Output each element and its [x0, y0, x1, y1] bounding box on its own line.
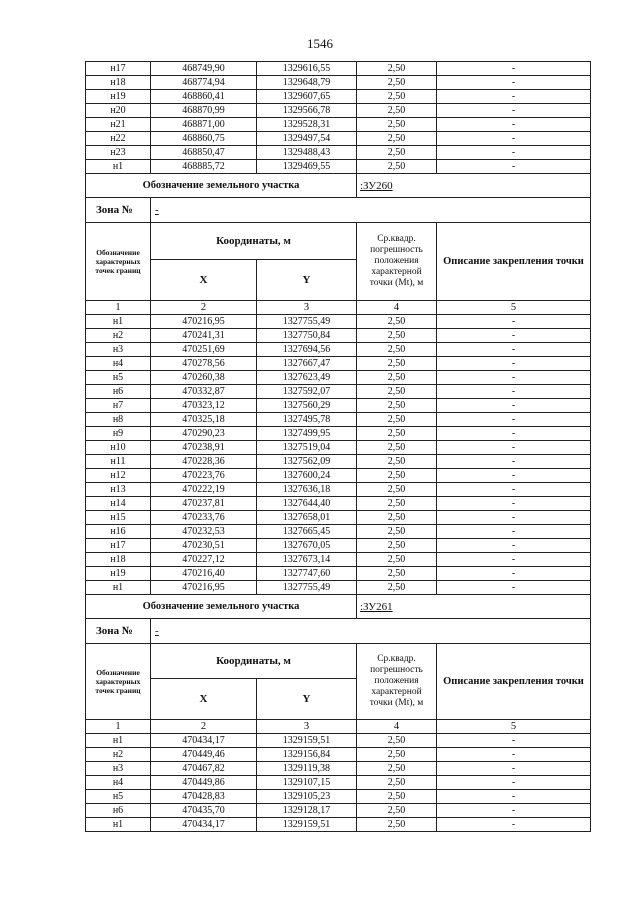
point-id-cell: н19 — [86, 90, 151, 104]
description-cell: - — [437, 525, 591, 539]
y-coordinate-cell: 1329497,54 — [257, 132, 357, 146]
table-row — [86, 511, 591, 525]
point-id-cell: н12 — [86, 469, 151, 483]
column-number-row — [86, 720, 591, 734]
y-coordinate-cell: 1327499,95 — [257, 427, 357, 441]
parcel-code: :ЗУ260 — [357, 174, 591, 198]
x-coordinate-cell: 470216,95 — [151, 581, 257, 595]
zone-value: - — [151, 198, 591, 223]
x-coordinate-cell: 468885,72 — [151, 160, 257, 174]
error-cell: 2,50 — [357, 132, 437, 146]
table-row — [86, 581, 591, 595]
y-coordinate-cell: 1329566,78 — [257, 104, 357, 118]
parcel-label: Обозначение земельного участка — [86, 595, 357, 619]
x-coordinate-cell: 468850,47 — [151, 146, 257, 160]
x-coordinate-cell: 470449,86 — [151, 776, 257, 790]
point-id-cell: н5 — [86, 790, 151, 804]
error-cell: 2,50 — [357, 469, 437, 483]
table-row — [86, 553, 591, 567]
coordinates-header: Координаты, м — [151, 223, 357, 260]
error-cell: 2,50 — [357, 776, 437, 790]
y-coordinate-cell: 1329528,31 — [257, 118, 357, 132]
point-id-cell: н21 — [86, 118, 151, 132]
point-id-cell: н18 — [86, 553, 151, 567]
y-coordinate-cell: 1327495,78 — [257, 413, 357, 427]
description-cell: - — [437, 441, 591, 455]
description-cell: - — [437, 539, 591, 553]
error-cell: 2,50 — [357, 62, 437, 76]
point-id-cell: н17 — [86, 62, 151, 76]
description-cell: - — [437, 385, 591, 399]
y-coordinate-cell: 1327562,09 — [257, 455, 357, 469]
x-coordinate-cell: 470227,12 — [151, 553, 257, 567]
table-row — [86, 748, 591, 762]
header-row — [86, 223, 591, 260]
description-cell: - — [437, 469, 591, 483]
point-id-cell: н1 — [86, 315, 151, 329]
point-id-cell: н3 — [86, 762, 151, 776]
point-id-cell: н3 — [86, 343, 151, 357]
error-header: Ср.квадр. погрешность положения характерной точки (Mt), м — [357, 223, 437, 301]
error-cell: 2,50 — [357, 581, 437, 595]
error-cell: 2,50 — [357, 76, 437, 90]
column-number: 3 — [257, 301, 357, 315]
point-id-cell: н18 — [86, 76, 151, 90]
column-number: 3 — [257, 720, 357, 734]
error-cell: 2,50 — [357, 315, 437, 329]
description-cell: - — [437, 62, 591, 76]
zone-label: Зона № — [86, 198, 151, 223]
error-cell: 2,50 — [357, 118, 437, 132]
y-coordinate-cell: 1329159,51 — [257, 734, 357, 748]
table-row — [86, 441, 591, 455]
y-coordinate-cell: 1327600,24 — [257, 469, 357, 483]
description-cell: - — [437, 553, 591, 567]
description-cell: - — [437, 567, 591, 581]
table-row — [86, 804, 591, 818]
y-coordinate-cell: 1327623,49 — [257, 371, 357, 385]
x-coordinate-cell: 470434,17 — [151, 734, 257, 748]
description-cell: - — [437, 399, 591, 413]
description-cell: - — [437, 497, 591, 511]
x-coordinate-cell: 468749,90 — [151, 62, 257, 76]
description-cell: - — [437, 748, 591, 762]
error-cell: 2,50 — [357, 762, 437, 776]
x-coordinate-cell: 470222,19 — [151, 483, 257, 497]
y-coordinate-cell: 1327667,47 — [257, 357, 357, 371]
point-id-cell: н7 — [86, 399, 151, 413]
parcel-label-row — [86, 174, 591, 198]
table-row — [86, 90, 591, 104]
error-cell: 2,50 — [357, 427, 437, 441]
table-row — [86, 818, 591, 832]
x-coordinate-cell: 470216,95 — [151, 315, 257, 329]
x-coordinate-cell: 470449,46 — [151, 748, 257, 762]
zone-row — [86, 198, 591, 223]
x-coordinate-cell: 470435,70 — [151, 804, 257, 818]
error-cell: 2,50 — [357, 818, 437, 832]
y-coordinate-cell: 1329488,43 — [257, 146, 357, 160]
table-row — [86, 315, 591, 329]
point-id-cell: н8 — [86, 413, 151, 427]
y-coordinate-cell: 1327592,07 — [257, 385, 357, 399]
x-coordinate-cell: 470332,87 — [151, 385, 257, 399]
description-cell: - — [437, 343, 591, 357]
x-coordinate-cell: 470251,69 — [151, 343, 257, 357]
description-cell: - — [437, 104, 591, 118]
point-id-cell: н17 — [86, 539, 151, 553]
point-id-cell: н2 — [86, 748, 151, 762]
table-row — [86, 539, 591, 553]
description-cell: - — [437, 455, 591, 469]
y-coordinate-cell: 1327636,18 — [257, 483, 357, 497]
y-coordinate-cell: 1329107,15 — [257, 776, 357, 790]
error-cell: 2,50 — [357, 497, 437, 511]
point-id-cell: н10 — [86, 441, 151, 455]
error-cell: 2,50 — [357, 160, 437, 174]
x-coordinate-cell: 470434,17 — [151, 818, 257, 832]
point-header: Обозначение характерных точек границ — [86, 644, 151, 720]
point-id-cell: н1 — [86, 818, 151, 832]
y-coordinate-cell: 1327665,45 — [257, 525, 357, 539]
description-cell: - — [437, 581, 591, 595]
point-id-cell: н20 — [86, 104, 151, 118]
parcel-label-row — [86, 595, 591, 619]
error-cell: 2,50 — [357, 483, 437, 497]
y-coordinate-cell: 1329469,55 — [257, 160, 357, 174]
description-cell: - — [437, 413, 591, 427]
column-number: 5 — [437, 720, 591, 734]
error-cell: 2,50 — [357, 146, 437, 160]
y-coordinate-cell: 1329159,51 — [257, 818, 357, 832]
coordinates-header: Координаты, м — [151, 644, 357, 679]
description-cell: - — [437, 315, 591, 329]
x-coordinate-cell: 470290,23 — [151, 427, 257, 441]
error-cell: 2,50 — [357, 525, 437, 539]
x-coordinate-cell: 468871,00 — [151, 118, 257, 132]
column-number: 4 — [357, 301, 437, 315]
point-header: Обозначение характерных точек границ — [86, 223, 151, 301]
point-id-cell: н11 — [86, 455, 151, 469]
error-cell: 2,50 — [357, 399, 437, 413]
x-coordinate-cell: 468870,99 — [151, 104, 257, 118]
parcel-label: Обозначение земельного участка — [86, 174, 357, 198]
x-coordinate-cell: 470228,36 — [151, 455, 257, 469]
y-coordinate-cell: 1327673,14 — [257, 553, 357, 567]
y-coordinate-cell: 1327750,84 — [257, 329, 357, 343]
description-cell: - — [437, 329, 591, 343]
y-coordinate-cell: 1327519,04 — [257, 441, 357, 455]
x-coordinate-cell: 468774,94 — [151, 76, 257, 90]
point-id-cell: н2 — [86, 329, 151, 343]
table-row — [86, 469, 591, 483]
error-cell: 2,50 — [357, 511, 437, 525]
table-row — [86, 118, 591, 132]
description-cell: - — [437, 734, 591, 748]
table-row — [86, 776, 591, 790]
column-number: 2 — [151, 301, 257, 315]
table-row — [86, 62, 591, 76]
point-id-cell: н22 — [86, 132, 151, 146]
error-cell: 2,50 — [357, 539, 437, 553]
point-id-cell: н23 — [86, 146, 151, 160]
y-coordinate-cell: 1327755,49 — [257, 315, 357, 329]
table-row — [86, 455, 591, 469]
error-cell: 2,50 — [357, 357, 437, 371]
error-cell: 2,50 — [357, 734, 437, 748]
error-cell: 2,50 — [357, 790, 437, 804]
error-cell: 2,50 — [357, 413, 437, 427]
point-id-cell: н1 — [86, 160, 151, 174]
point-id-cell: н6 — [86, 385, 151, 399]
description-cell: - — [437, 776, 591, 790]
error-cell: 2,50 — [357, 343, 437, 357]
y-header: Y — [257, 260, 357, 301]
column-number: 4 — [357, 720, 437, 734]
description-cell: - — [437, 90, 591, 104]
column-number: 1 — [86, 720, 151, 734]
error-cell: 2,50 — [357, 567, 437, 581]
y-coordinate-cell: 1329607,65 — [257, 90, 357, 104]
y-coordinate-cell: 1329156,84 — [257, 748, 357, 762]
table-row — [86, 762, 591, 776]
y-coordinate-cell: 1327658,01 — [257, 511, 357, 525]
x-coordinate-cell: 468860,75 — [151, 132, 257, 146]
y-coordinate-cell: 1329105,23 — [257, 790, 357, 804]
table-row — [86, 132, 591, 146]
y-coordinate-cell: 1329616,55 — [257, 62, 357, 76]
y-coordinate-cell: 1329128,17 — [257, 804, 357, 818]
table-row — [86, 329, 591, 343]
table-row — [86, 104, 591, 118]
error-cell: 2,50 — [357, 455, 437, 469]
point-id-cell: н6 — [86, 804, 151, 818]
error-cell: 2,50 — [357, 385, 437, 399]
table-row — [86, 76, 591, 90]
error-cell: 2,50 — [357, 553, 437, 567]
error-header: Ср.квадр. погрешность положения характерной точки (Mt), м — [357, 644, 437, 720]
point-id-cell: н15 — [86, 511, 151, 525]
point-id-cell: н14 — [86, 497, 151, 511]
y-coordinate-cell: 1329648,79 — [257, 76, 357, 90]
column-number-row — [86, 301, 591, 315]
error-cell: 2,50 — [357, 90, 437, 104]
y-coordinate-cell: 1327644,40 — [257, 497, 357, 511]
description-cell: - — [437, 511, 591, 525]
description-cell: - — [437, 790, 591, 804]
table-row — [86, 483, 591, 497]
point-id-cell: н1 — [86, 581, 151, 595]
error-cell: 2,50 — [357, 104, 437, 118]
point-id-cell: н5 — [86, 371, 151, 385]
y-coordinate-cell: 1327560,29 — [257, 399, 357, 413]
x-coordinate-cell: 470428,83 — [151, 790, 257, 804]
x-header: X — [151, 260, 257, 301]
zone-label: Зона № — [86, 619, 151, 644]
x-coordinate-cell: 470260,38 — [151, 371, 257, 385]
description-header: Описание закрепления точки — [437, 644, 591, 720]
y-coordinate-cell: 1329119,38 — [257, 762, 357, 776]
point-id-cell: н1 — [86, 734, 151, 748]
x-coordinate-cell: 470238,91 — [151, 441, 257, 455]
error-cell: 2,50 — [357, 804, 437, 818]
table-row — [86, 525, 591, 539]
point-id-cell: н4 — [86, 776, 151, 790]
description-cell: - — [437, 76, 591, 90]
x-coordinate-cell: 470232,53 — [151, 525, 257, 539]
x-coordinate-cell: 470216,40 — [151, 567, 257, 581]
point-id-cell: н9 — [86, 427, 151, 441]
description-header: Описание закрепления точки — [437, 223, 591, 301]
x-coordinate-cell: 470323,12 — [151, 399, 257, 413]
y-header: Y — [257, 679, 357, 720]
table-row — [86, 497, 591, 511]
header-row — [86, 644, 591, 679]
description-cell: - — [437, 118, 591, 132]
y-coordinate-cell: 1327747,60 — [257, 567, 357, 581]
page-number: 1546 — [307, 36, 333, 51]
table-row — [86, 567, 591, 581]
y-coordinate-cell: 1327670,05 — [257, 539, 357, 553]
table-row — [86, 371, 591, 385]
description-cell: - — [437, 371, 591, 385]
coordinates-table — [85, 61, 591, 832]
table-row — [86, 790, 591, 804]
x-coordinate-cell: 470325,18 — [151, 413, 257, 427]
x-coordinate-cell: 470467,82 — [151, 762, 257, 776]
y-coordinate-cell: 1327755,49 — [257, 581, 357, 595]
column-number: 5 — [437, 301, 591, 315]
point-id-cell: н19 — [86, 567, 151, 581]
parcel-code: :ЗУ261 — [357, 595, 591, 619]
point-id-cell: н13 — [86, 483, 151, 497]
x-coordinate-cell: 470230,51 — [151, 539, 257, 553]
point-id-cell: н16 — [86, 525, 151, 539]
x-coordinate-cell: 470278,56 — [151, 357, 257, 371]
description-cell: - — [437, 483, 591, 497]
error-cell: 2,50 — [357, 441, 437, 455]
table-row — [86, 427, 591, 441]
x-coordinate-cell: 468860,41 — [151, 90, 257, 104]
table-row — [86, 385, 591, 399]
column-number: 1 — [86, 301, 151, 315]
table-row — [86, 343, 591, 357]
description-cell: - — [437, 762, 591, 776]
description-cell: - — [437, 357, 591, 371]
x-coordinate-cell: 470237,81 — [151, 497, 257, 511]
zone-value: - — [151, 619, 591, 644]
description-cell: - — [437, 804, 591, 818]
error-cell: 2,50 — [357, 329, 437, 343]
description-cell: - — [437, 427, 591, 441]
description-cell: - — [437, 146, 591, 160]
x-header: X — [151, 679, 257, 720]
x-coordinate-cell: 470241,31 — [151, 329, 257, 343]
table-row — [86, 146, 591, 160]
table-row — [86, 399, 591, 413]
error-cell: 2,50 — [357, 748, 437, 762]
description-cell: - — [437, 160, 591, 174]
description-cell: - — [437, 132, 591, 146]
table-row — [86, 357, 591, 371]
description-cell: - — [437, 818, 591, 832]
point-id-cell: н4 — [86, 357, 151, 371]
y-coordinate-cell: 1327694,56 — [257, 343, 357, 357]
error-cell: 2,50 — [357, 371, 437, 385]
x-coordinate-cell: 470233,76 — [151, 511, 257, 525]
zone-row — [86, 619, 591, 644]
table-row — [86, 734, 591, 748]
table-row — [86, 160, 591, 174]
table-row — [86, 413, 591, 427]
x-coordinate-cell: 470223,76 — [151, 469, 257, 483]
column-number: 2 — [151, 720, 257, 734]
